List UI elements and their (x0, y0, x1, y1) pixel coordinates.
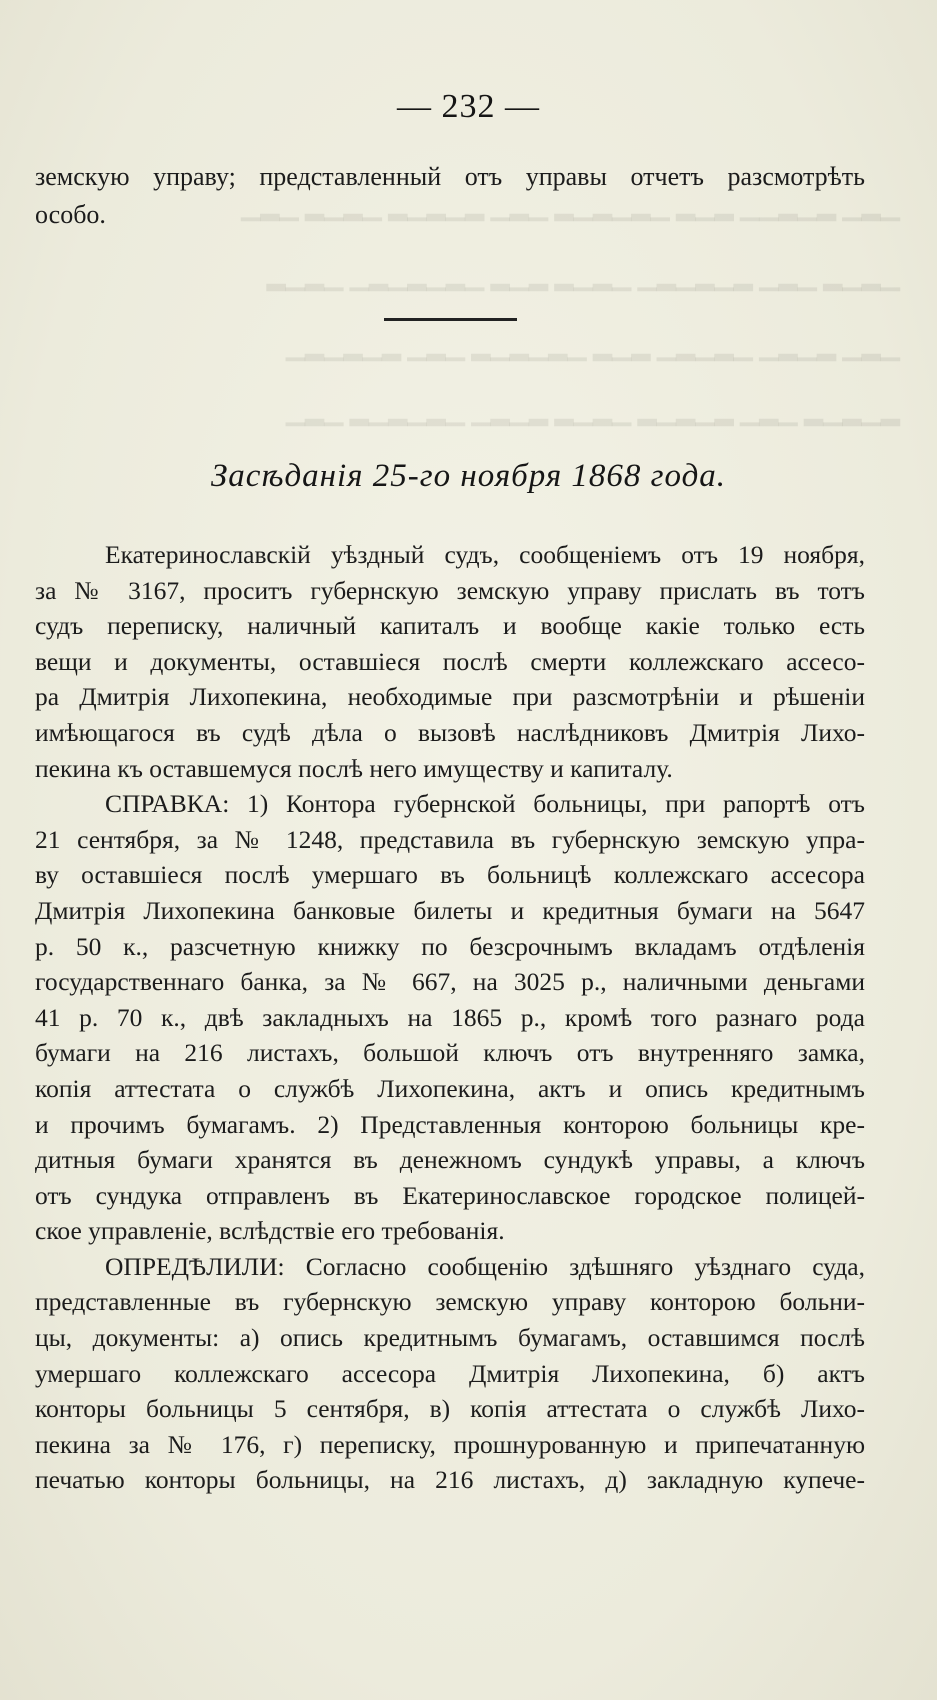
text-line: умершаго коллежскаго ассесора Дмитрія Лихопекина, б) актъ (35, 1358, 865, 1388)
text-line: ское управленіе, вслѣдствіе его требованія. (35, 1216, 505, 1246)
text-line: особо. (35, 200, 106, 229)
text-line: Дмитрія Лихопекина банковые билеты и кредитныя бумаги на 5647 (35, 895, 865, 925)
bleed-through-texture: ▂▁▂▁▂ ▁▂▁ ▂▁▂▁▂ ▁▂▁▂ ▂▁▂▁ ▁▂▁▂▁▂ ▁▂▁ (285, 399, 900, 426)
text-line: имѣющагося въ судѣ дѣла о вызовѣ наслѣдниковъ Дмитрія Лихо- (35, 717, 865, 747)
text-line: земскую управу; представленный отъ управы отчетъ разсмотрѣть (35, 162, 865, 191)
text-line: отъ сундука отправленъ въ Екатеринославское городское полицей- (35, 1180, 865, 1210)
bleed-through-texture: ▁▂▁ ▂▁▂▁▁ ▂▁▂ ▁▂▁▂▁▂ ▁▂▁ ▂▁▂▁▂ ▁▂▁▂ ▁▂▁ (241, 194, 900, 221)
paragraph-first-line: ОПРЕДѢЛИЛИ: Согласно сообщенію здѣшняго уѣзднаго суда, (105, 1251, 865, 1281)
text-line: печатью конторы больницы, на 216 листахъ, д) закладную купече- (35, 1465, 865, 1495)
text-line: пекина къ оставшемуся послѣ него имуществу и капиталу. (35, 753, 673, 783)
text-line: конторы больницы 5 сентября, в) копія аттестата о службѣ Лихо- (35, 1394, 865, 1424)
text-line: ву оставшіеся послѣ умершаго въ больницѣ коллежскаго ассесора (35, 860, 865, 890)
text-line: судъ переписку, наличный капиталъ и вообще какіе только есть (35, 611, 865, 641)
text-line: 21 сентября, за № 1248, представила въ губернскую земскую упра- (35, 824, 865, 854)
bleed-through-texture: ▁▂▁▂ ▁▂▁ ▂▁▂▁▂▁ ▁▂▁▂ ▂▁▂ ▁▂▁▂▁▂▁ ▁▂▁▂ (266, 264, 900, 291)
session-heading: Засѣданія 25-го ноября 1868 года. (210, 458, 727, 494)
text-line: бумаги на 216 листахъ, большой ключъ отъ внутренняго замка, (35, 1038, 865, 1068)
text-line: цы, документы: а) опись кредитнымъ бумагамъ, оставшимся послѣ (35, 1323, 865, 1353)
text-line: дитныя бумаги хранятся въ денежномъ сундукѣ управы, а ключъ (35, 1145, 865, 1175)
session-body (35, 537, 865, 1498)
text-line: за № 3167, проситъ губернскую земскую управу прислать въ тотъ (35, 575, 865, 605)
text-line: вещи и документы, оставшіеся послѣ смерти коллежскаго ассесо- (35, 646, 865, 676)
carry-over-paragraph (35, 158, 865, 234)
text-line: р. 50 к., разсчетную книжку по безсрочнымъ вкладамъ отдѣленія (35, 931, 865, 961)
paragraph-first-line: СПРАВКА: 1) Контора губернской больницы, при рапортѣ отъ (105, 789, 865, 819)
text-line: копія аттестата о службѣ Лихопекина, актъ и опись кредитнымъ (35, 1073, 865, 1103)
page-number: — 232 — (397, 88, 540, 125)
section-divider (384, 318, 517, 321)
bleed-through-texture: ▁▂▁ ▂▁▂▁ ▁▂▁▂▁ ▂▁▂ ▁▂▁▂▁▂ ▁▂▁ ▂▁▂▁▂▁ (285, 334, 900, 361)
text-line: ра Дмитрія Лихопекина, необходимые при разсмотрѣніи и рѣшеніи (35, 682, 865, 712)
text-line: представленные въ губернскую земскую управу конторою больни- (35, 1287, 865, 1317)
text-line: пекина за № 176, г) переписку, прошнурованную и припечатанную (35, 1429, 865, 1459)
text-line: и прочимъ бумагамъ. 2) Представленныя конторою больницы кре- (35, 1109, 865, 1139)
text-line: государственнаго банка, за № 667, на 3025 р., наличными деньгами (35, 967, 865, 997)
paragraph-first-line: Екатеринославскій уѣздный судъ, сообщеніемъ отъ 19 ноября, (105, 540, 865, 569)
text-line: 41 р. 70 к., двѣ закладныхъ на 1865 р., кромѣ того разнаго рода (35, 1002, 865, 1032)
